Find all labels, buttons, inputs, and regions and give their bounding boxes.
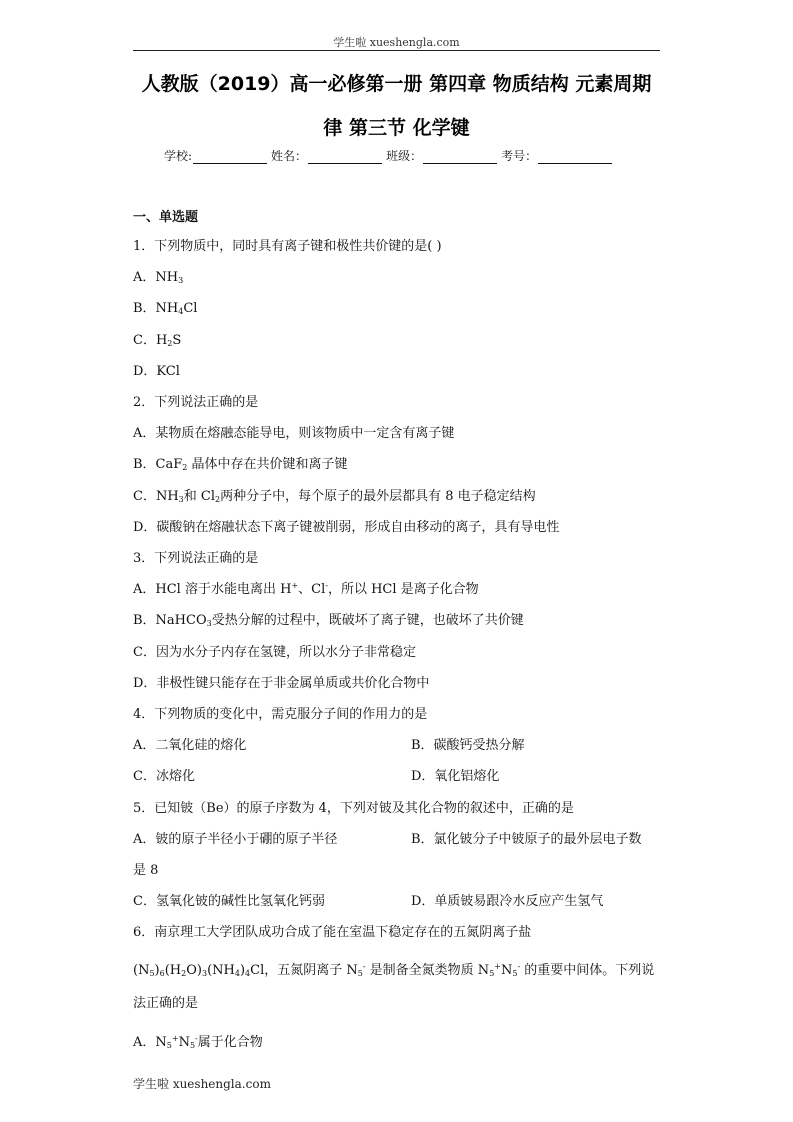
superscript: - xyxy=(362,962,366,971)
q3-option-a xyxy=(133,578,479,597)
name-label: 姓名： xyxy=(271,149,308,163)
q1-c-text: C．H xyxy=(133,333,168,348)
q1-option-d: D．KCl xyxy=(133,364,180,379)
class-blank[interactable] xyxy=(423,150,497,164)
q5-option-c: C．氢氧化铍的碱性比氢氧化钙弱 xyxy=(133,894,325,909)
name-blank[interactable] xyxy=(308,150,382,164)
q3-stem: 3．下列说法正确的是 xyxy=(133,551,259,566)
q2-c-tail: 两种分子中，每个原子的最外层都具有 8 电子稳定结构 xyxy=(220,489,536,504)
subscript: 4 xyxy=(178,307,184,316)
subscript: 3 xyxy=(178,276,184,285)
q2-option-b xyxy=(133,453,348,472)
q3-option-c: C．因为水分子内存在氢键，所以水分子非常稳定 xyxy=(133,645,416,660)
q6-a-tail: 属于化合物 xyxy=(197,1035,263,1050)
superscript: - xyxy=(517,962,521,971)
q3-option-b xyxy=(133,609,524,628)
q2-option-d: D．碳酸钠在熔融状态下离子键被削弱，形成自由移动的离子，具有导电性 xyxy=(133,520,560,535)
q2-c-mid: 和 Cl xyxy=(183,489,216,504)
page-header-site: 学生啦 xueshengla.com xyxy=(333,36,460,49)
section-heading: 一、单选题 xyxy=(133,210,199,225)
q3-a-tail: ，所以 HCl 是离子化合物 xyxy=(327,582,479,597)
q2-b-head: B．CaF xyxy=(133,457,183,472)
q2-stem: 2．下列说法正确的是 xyxy=(133,395,259,410)
q6-option-a xyxy=(133,1031,263,1050)
q1-c-tail: S xyxy=(172,333,182,348)
q5-stem: 5．已知铍（Be）的原子序数为 4，下列对铍及其化合物的叙述中，正确的是 xyxy=(133,801,574,816)
q2-c-head: C．NH xyxy=(133,489,179,504)
q3-a-head: A．HCl 溶于水能电离出 H xyxy=(133,582,292,597)
q6-stem: 6．南京理工大学团队成功合成了能在室温下稳定存在的五氮阴离子盐 xyxy=(133,925,532,940)
q3-b-head: B．NaHCO xyxy=(133,613,207,628)
class-label: 班级： xyxy=(386,149,423,163)
subscript: 2 xyxy=(182,463,188,472)
number-blank[interactable] xyxy=(538,150,612,164)
number-label: 考号： xyxy=(501,149,538,163)
document-title-line1: 人教版（2019）高一必修第一册 第四章 物质结构 元素周期 xyxy=(141,73,652,95)
superscript: + xyxy=(494,962,501,971)
student-info-row xyxy=(164,147,616,164)
q2-b-tail: 晶体中存在共价键和离子键 xyxy=(187,457,348,472)
q4-option-c: C．冰熔化 xyxy=(133,769,195,784)
q6-formula-tail: 是制备全氮类物质 N xyxy=(365,963,490,978)
q4-stem: 4．下列物质的变化中，需克服分子间的作用力的是 xyxy=(133,707,428,722)
superscript: - xyxy=(325,581,328,590)
q5-option-b: B．氯化铍分子中铍原子的最外层电子数 xyxy=(411,832,642,847)
q3-option-d: D．非极性键只能存在于非金属单质或共价化合物中 xyxy=(133,676,430,691)
subscript: 5 xyxy=(357,969,363,978)
subscript: 3 xyxy=(178,495,184,504)
q5-option-d: D．单质铍易跟冷水反应产生氢气 xyxy=(411,894,604,909)
document-title-line2: 律 第三节 化学键 xyxy=(323,117,470,139)
q1-option-a xyxy=(133,266,183,285)
subscript: 3 xyxy=(206,619,212,628)
subscript: 2 xyxy=(167,339,173,348)
q2-option-c xyxy=(133,485,536,504)
q1-option-b xyxy=(133,297,197,316)
school-blank[interactable] xyxy=(193,150,267,164)
q4-option-a: A．二氧化硅的熔化 xyxy=(133,738,247,753)
subscript: 5 xyxy=(512,969,518,978)
q6-formula-line xyxy=(133,959,654,978)
q5-option-a: A．铍的原子半径小于硼的原子半径 xyxy=(133,832,338,847)
q3-b-tail: 受热分解的过程中，既破坏了离子键，也破坏了共价键 xyxy=(211,613,524,628)
q1-a-text: A．NH xyxy=(133,270,179,285)
q5-option-b-continued: 是 8 xyxy=(133,863,159,878)
q2-option-a: A．某物质在熔融态能导电，则该物质中一定含有离子键 xyxy=(133,426,455,441)
q1-option-c xyxy=(133,329,181,348)
subscript: 5 xyxy=(489,969,495,978)
q1-b-tail: Cl xyxy=(183,301,198,316)
header-divider xyxy=(133,50,660,51)
q4-option-d: D．氧化铝熔化 xyxy=(411,769,500,784)
q6-n-symbol: N xyxy=(500,963,513,978)
q6-a-head: A． xyxy=(133,1035,156,1050)
q3-a-mid: 、Cl xyxy=(298,582,326,597)
q6-formula-end: 的重要中间体。下列说 xyxy=(520,963,655,978)
q6-formula-text: ，五氮阴离子 N xyxy=(264,963,358,978)
page-footer-site: 学生啦 xueshengla.com xyxy=(133,1077,271,1091)
subscript: 2 xyxy=(215,495,221,504)
q6-a-formula: $N_5^+N_5^-$ xyxy=(155,1034,198,1050)
superscript: + xyxy=(291,581,299,590)
q1-b-text: B．NH xyxy=(133,301,179,316)
q1-stem: 1．下列物质中，同时具有离子键和极性共价键的是( ) xyxy=(133,239,442,254)
q6-salt-formula: $(N_5)_6(H_2O)_3(NH_4)_4Cl$ xyxy=(133,963,265,978)
q4-option-b: B．碳酸钙受热分解 xyxy=(411,738,525,753)
q6-stem-continued: 法正确的是 xyxy=(133,996,199,1011)
school-label: 学校: xyxy=(164,149,193,163)
